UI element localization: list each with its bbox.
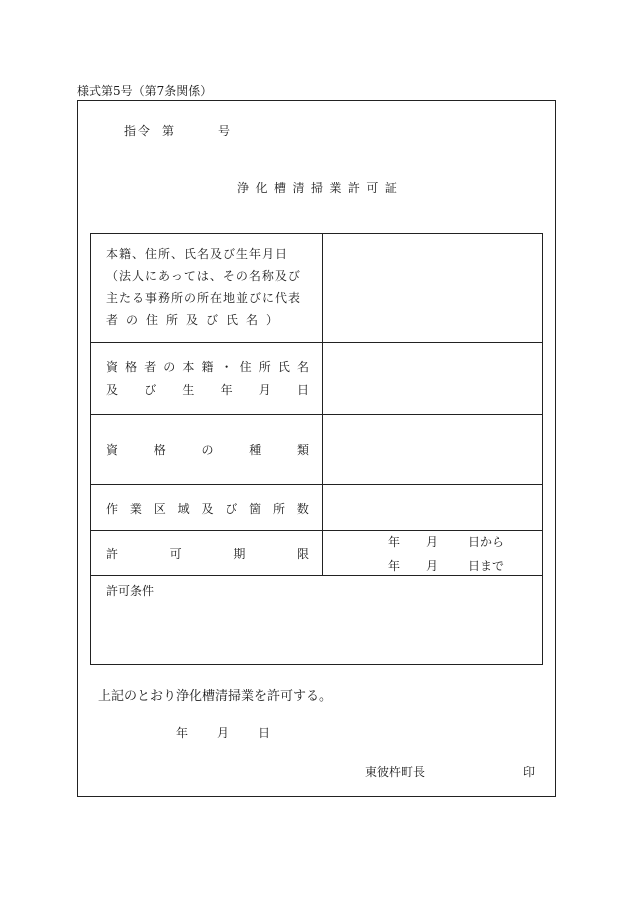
applicant-label — [106, 243, 309, 331]
qualification-type-char: の — [201, 443, 214, 457]
row-divider — [91, 575, 542, 576]
applicant-line: 者の住所及び氏名） — [106, 313, 287, 327]
applicant-line: 本籍、住所、氏名及び生年月日 — [106, 247, 289, 261]
qualified-char: 籍 — [201, 360, 214, 374]
qualified-char: び — [144, 383, 157, 397]
title-char: 許 — [347, 181, 360, 195]
work-area-char: 所 — [273, 502, 286, 516]
work-area-char: 数 — [296, 502, 309, 516]
title-char: 浄 — [237, 181, 250, 195]
qualified-char: の — [163, 360, 176, 374]
qualification-type-char: 格 — [153, 443, 166, 457]
title-char: 槽 — [273, 181, 286, 195]
form-number: 様式第5号（第7条関係） — [77, 84, 213, 98]
title-char: 証 — [384, 181, 397, 195]
qualified-char: 月 — [258, 383, 271, 397]
qualified-person-label — [106, 358, 309, 398]
period-to-month: 月 — [426, 559, 439, 573]
title-char: 清 — [292, 181, 305, 195]
qualified-char: 名 — [296, 360, 309, 374]
qualification-type-label — [106, 441, 309, 458]
work-area-label — [106, 500, 309, 517]
work-area-char: 作 — [106, 502, 119, 516]
title-char: 業 — [329, 181, 342, 195]
applicant-line: （法人にあっては、その名称及び — [106, 269, 301, 283]
qualification-type-char: 種 — [249, 443, 262, 457]
date-year: 年 — [176, 726, 189, 740]
column-divider — [322, 234, 323, 575]
date-month: 月 — [217, 726, 230, 740]
qualified-char: 及 — [106, 383, 119, 397]
permit-period-char: 許 — [106, 547, 119, 561]
permit-table — [90, 233, 543, 665]
title-char: 化 — [255, 181, 268, 195]
qualified-char: 年 — [220, 383, 233, 397]
qualification-type-char: 類 — [296, 443, 309, 457]
qualified-char: 格 — [125, 360, 138, 374]
directive-rei: 令 — [138, 124, 151, 138]
directive-dai: 第 — [162, 124, 175, 138]
work-area-char: 区 — [153, 502, 166, 516]
directive-shi: 指 — [124, 124, 137, 138]
certificate-title — [237, 179, 397, 196]
row-divider — [91, 484, 542, 485]
qualified-line-2 — [106, 381, 309, 398]
qualified-char: 者 — [144, 360, 157, 374]
qualified-char: 氏 — [277, 360, 290, 374]
period-from-day: 日から — [468, 535, 505, 549]
permit-period-label — [106, 545, 309, 562]
applicant-line: 主たる事務所の所在地並びに代表 — [106, 291, 302, 305]
seal-mark: 印 — [523, 765, 536, 779]
period-from-year: 年 — [388, 535, 401, 549]
qualified-char: 住 — [239, 360, 252, 374]
qualified-char: 所 — [258, 360, 271, 374]
work-area-char: 域 — [177, 502, 190, 516]
period-from-month: 月 — [426, 535, 439, 549]
period-to-year: 年 — [388, 559, 401, 573]
period-to-day: 日まで — [468, 559, 505, 573]
issuer-title: 東彼杵町長 — [365, 765, 426, 779]
work-area-char: び — [225, 502, 238, 516]
qualified-char: 日 — [296, 383, 309, 397]
permit-period-char: 可 — [169, 547, 182, 561]
qualified-char: ・ — [220, 360, 233, 374]
permit-period-char: 限 — [296, 547, 309, 561]
work-area-char: 業 — [129, 502, 142, 516]
row-divider — [91, 414, 542, 415]
work-area-char: 及 — [201, 502, 214, 516]
row-divider — [91, 530, 542, 531]
permit-conditions-label: 許可条件 — [106, 584, 155, 598]
permit-statement: 上記のとおり浄化槽清掃業を許可する。 — [98, 689, 333, 704]
qualified-char: 本 — [182, 360, 195, 374]
title-char: 可 — [366, 181, 379, 195]
title-char: 掃 — [310, 181, 323, 195]
qualified-line-1 — [106, 358, 309, 375]
row-divider — [91, 342, 542, 343]
qualification-type-char: 資 — [106, 443, 119, 457]
qualified-char: 資 — [106, 360, 119, 374]
permit-period-char: 期 — [233, 547, 246, 561]
work-area-char: 箇 — [249, 502, 262, 516]
directive-go: 号 — [218, 124, 231, 138]
qualified-char: 生 — [182, 383, 195, 397]
date-day: 日 — [258, 726, 271, 740]
